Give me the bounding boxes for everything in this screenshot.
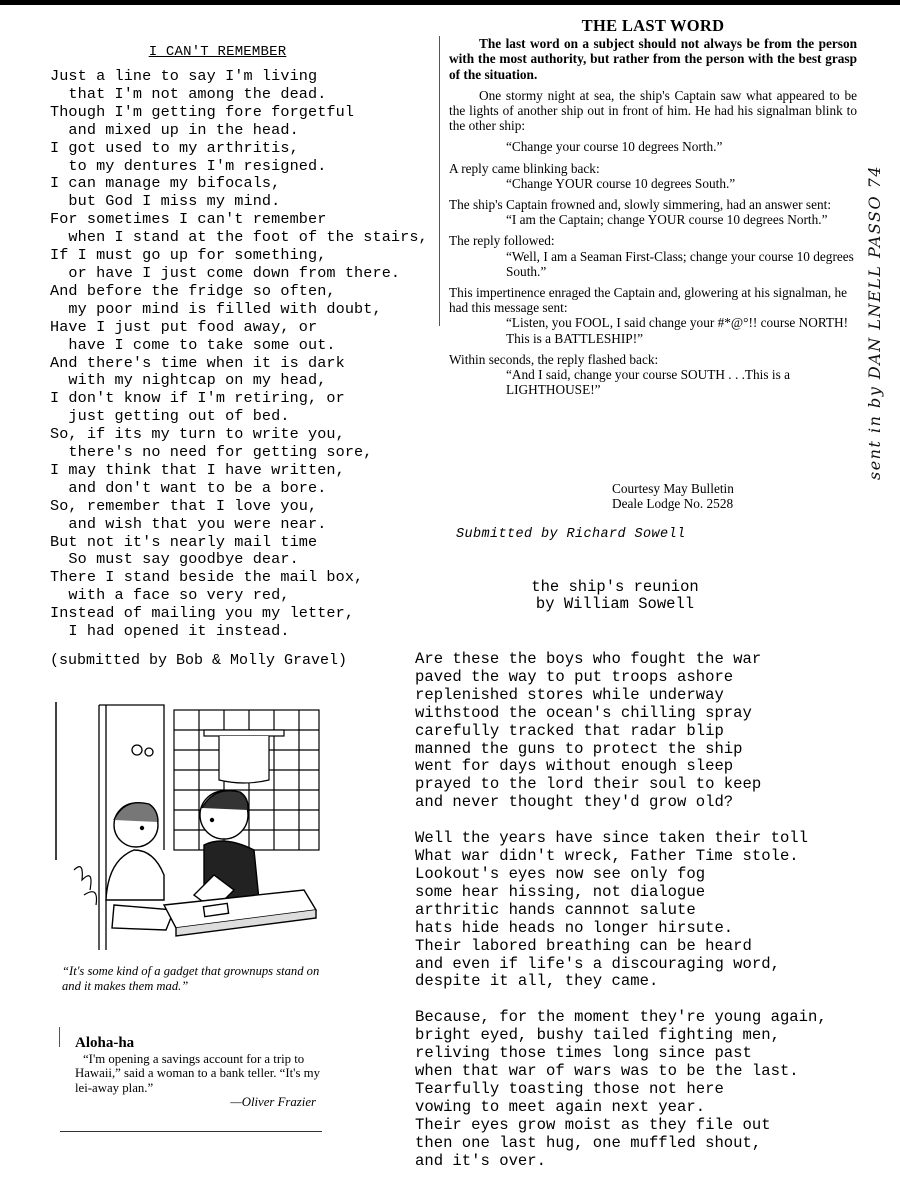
reunion-stanza	[415, 830, 895, 991]
article-quote: “Change your course 10 degrees North.”	[506, 139, 723, 155]
cartoon-caption: “It's some kind of a gadget that grownups stand on and it makes them mad.”	[62, 964, 320, 993]
reunion-line: carefully tracked that radar blip	[415, 721, 724, 740]
poem-line: there's no need for getting sore,	[50, 443, 373, 462]
poem-title: I CAN'T REMEMBER	[148, 44, 287, 60]
poem-line: or have I just come down from there.	[50, 263, 401, 282]
reunion-line: prayed to the lord their soul to keep	[415, 775, 762, 794]
poem-line: and don't want to be a bore.	[50, 478, 327, 497]
article-title: THE LAST WORD	[581, 16, 725, 35]
reunion-line: Their labored breathing can be heard	[415, 936, 752, 955]
article-quote: “Change YOUR course 10 degrees South.”	[506, 175, 736, 191]
poem-line: So, if its my turn to write you,	[50, 425, 345, 444]
reunion-byline: by William Sowell	[535, 595, 695, 613]
poem-line: I don't know if I'm retiring, or	[50, 389, 345, 408]
article-quote: “And I said, change your course SOUTH . . .This is a LIGHTHOUSE!”	[506, 367, 790, 398]
joke-aloha	[62, 1036, 320, 1110]
reunion-line: and it's over.	[415, 1151, 547, 1170]
poem-line: Though I'm getting fore forgetful	[50, 102, 355, 121]
reunion-line: then one last hug, one muffled shout,	[415, 1133, 762, 1152]
reunion-line: manned the guns to protect the ship	[415, 739, 743, 758]
reunion-stanza	[415, 1009, 895, 1170]
article-paragraph: One stormy night at sea, the ship's Captain saw what appeared to be the lights of another ship out in front of him. He had his signalman blink to the other ship:	[449, 87, 857, 134]
reunion-line: paved the way to put troops ashore	[415, 667, 734, 686]
article-paragraph: The ship's Captain frowned and, slowly simmering, had an answer sent:	[449, 197, 832, 213]
joke-title: Aloha-ha	[75, 1035, 135, 1051]
reunion-line: arthritic hands cannnot salute	[415, 900, 696, 919]
cartoon-illustration	[54, 700, 324, 955]
article-last-word	[449, 18, 857, 397]
article-paragraph: Within seconds, the reply flashed back:	[449, 351, 659, 367]
poem-line: If I must go up for something,	[50, 246, 327, 265]
poem-line: and mixed up in the head.	[50, 120, 299, 139]
reunion-stanza	[415, 651, 895, 812]
top-rule	[0, 0, 900, 5]
reunion-line: hats hide heads no longer hirsute.	[415, 918, 734, 937]
reunion-line: despite it all, they came.	[415, 972, 659, 991]
reunion-line: What war didn't wreck, Father Time stole.	[415, 847, 799, 866]
poem-line: my poor mind is filled with doubt,	[50, 299, 382, 318]
handwritten-text: sent in by DAN LNELL PASSO 74	[865, 164, 884, 480]
reunion-heading	[470, 579, 760, 613]
poem-i-cant-remember	[50, 44, 435, 641]
article-paragraph: A reply came blinking back:	[449, 160, 600, 176]
courtesy-line: Courtesy May Bulletin	[612, 481, 734, 496]
poem-line: I may think that I have written,	[50, 460, 345, 479]
aloha-bottom-rule	[60, 1131, 322, 1132]
reunion-line: replenished stores while underway	[415, 685, 724, 704]
column-divider	[439, 36, 440, 326]
poem-line: And before the fridge so often,	[50, 281, 336, 300]
poem-line: and wish that you were near.	[50, 514, 327, 533]
reunion-line: Because, for the moment they're young again,	[415, 1008, 827, 1027]
article-intro: The last word on a subject should not always be from the person with the most authority, but rather from the person with the best grasp of the situation.	[449, 36, 857, 82]
reunion-line: bright eyed, bushy tailed fighting men,	[415, 1026, 780, 1045]
article-quote: “I am the Captain; change YOUR course 10 degrees North.”	[506, 212, 828, 228]
article-paragraph: The reply followed:	[449, 233, 555, 249]
poem-line: Instead of mailing you my letter,	[50, 604, 355, 623]
poem-line: I got used to my arthritis,	[50, 138, 299, 157]
reunion-line: when that war of wars was to be the last.	[415, 1062, 799, 1081]
article-courtesy	[612, 481, 734, 512]
reunion-line: Lookout's eyes now see only fog	[415, 864, 706, 883]
reunion-line: reliving those times long since past	[415, 1044, 752, 1063]
joke-text: “I'm opening a savings account for a trip to Hawaii,” said a woman to a bank teller. “It's my lei-away plan.”	[75, 1051, 321, 1095]
article-quote: “Listen, you FOOL, I said change your #*@°!! course NORTH! This is a BATTLESHIP!”	[506, 315, 849, 346]
reunion-line: and even if life's a discouraging word,	[415, 954, 780, 973]
poem-line: So, remember that I love you,	[50, 496, 318, 515]
article-quote: “Well, I am a Seaman First-Class; change your course 10 degrees South.”	[506, 248, 854, 279]
reunion-line: withstood the ocean's chilling spray	[415, 703, 752, 722]
poem-line: For sometimes I can't remember	[50, 210, 327, 229]
submitted-by: Submitted by Richard Sowell	[456, 527, 686, 542]
reunion-line: Tearfully toasting those not here	[415, 1079, 724, 1098]
poem-line: with a face so very red,	[50, 586, 290, 605]
poem-line: with my nightcap on my head,	[50, 371, 327, 390]
handwritten-note	[838, 145, 900, 485]
poem-line: have I come to take some out.	[50, 335, 336, 354]
poem-line: I can manage my bifocals,	[50, 174, 281, 193]
poem-line: So must say goodbye dear.	[50, 550, 299, 569]
article-paragraph: This impertinence enraged the Captain and, glowering at his signalman, he had this message sent:	[449, 285, 848, 316]
poem-line: Just a line to say I'm living	[50, 67, 318, 85]
joke-author: —Oliver Frazier	[230, 1095, 316, 1110]
reunion-line: some hear hissing, not dialogue	[415, 882, 706, 901]
aloha-rule	[59, 1027, 60, 1047]
reunion-title: the ship's reunion	[531, 578, 699, 596]
poem-line: I had opened it instead.	[50, 622, 290, 641]
bathroom-scale	[164, 890, 316, 936]
poem-line: just getting out of bed.	[50, 407, 290, 426]
reunion-line: Well the years have since taken their toll	[415, 829, 809, 848]
poem-line: But not it's nearly mail time	[50, 532, 318, 551]
reunion-line: went for days without enough sleep	[415, 757, 734, 776]
courtesy-line: Deale Lodge No. 2528	[612, 496, 734, 512]
reunion-line: vowing to meet again next year.	[415, 1097, 706, 1116]
poem-line: And there's time when it is dark	[50, 353, 345, 372]
poem-line: but God I miss my mind.	[50, 192, 281, 211]
poem-line: Have I just put food away, or	[50, 317, 318, 336]
poem-credit: (submitted by Bob & Molly Gravel)	[50, 652, 348, 669]
reunion-line: and never thought they'd grow old?	[415, 793, 734, 812]
poem-line: when I stand at the foot of the stairs,	[50, 228, 428, 247]
poem-line: There I stand beside the mail box,	[50, 568, 364, 587]
reunion-line: Are these the boys who fought the war	[415, 650, 762, 668]
poem-lines	[50, 68, 435, 641]
reunion-line: Their eyes grow moist as they file out	[415, 1115, 771, 1134]
poem-line: to my dentures I'm resigned.	[50, 156, 327, 175]
poem-line: that I'm not among the dead.	[50, 84, 327, 103]
reunion-poem	[415, 651, 895, 1188]
